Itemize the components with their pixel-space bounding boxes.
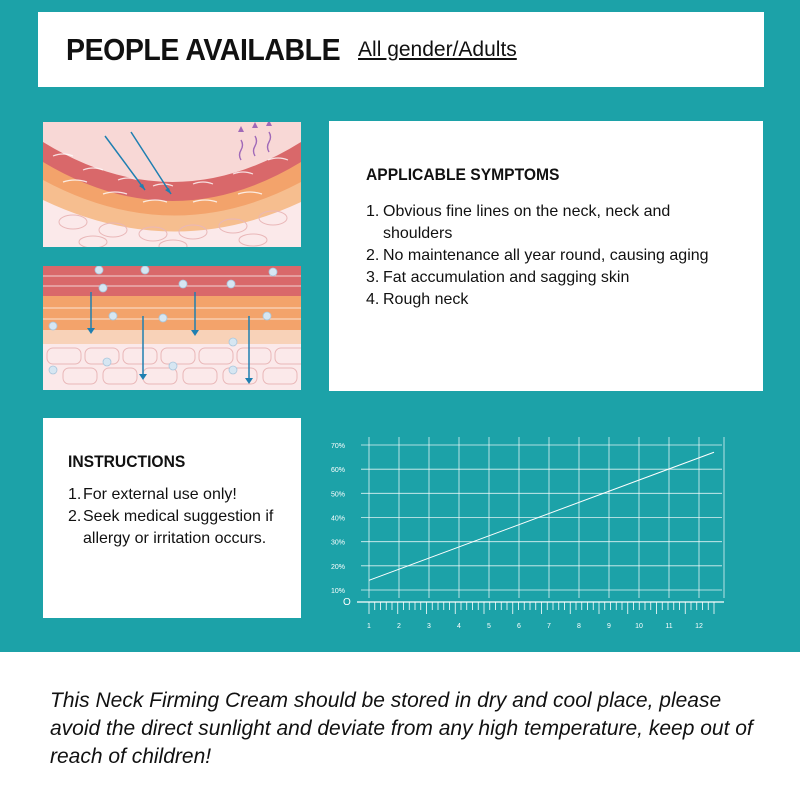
chart-x-tick-label: 5: [487, 623, 491, 630]
chart-x-tick-label: 10: [635, 623, 643, 630]
symptoms-list: [366, 201, 743, 311]
chart-x-tick-label: 6: [517, 623, 521, 630]
chart-x-tick-label: 4: [457, 623, 461, 630]
symptom-text: Obvious fine lines on the neck, neck and shoulders: [383, 203, 671, 242]
chart-x-tick-label: 3: [427, 623, 431, 630]
header-banner: [38, 12, 764, 87]
symptom-number: 4.: [366, 291, 380, 308]
header-title: PEOPLE AVAILABLE: [66, 31, 341, 67]
symptom-item: [366, 201, 743, 245]
symptom-number: 2.: [366, 247, 380, 264]
instruction-item: [68, 484, 285, 506]
symptom-item: [366, 267, 743, 289]
chart-x-tick-label: 9: [607, 623, 611, 630]
symptom-text: Fat accumulation and sagging skin: [383, 269, 630, 286]
symptom-number: 1.: [366, 203, 380, 220]
symptom-text: No maintenance all year round, causing aging: [383, 247, 709, 264]
skin-absorption-illustration: [43, 266, 301, 390]
instructions-panel: [43, 418, 301, 618]
chart-y-tick-label: 20%: [331, 563, 346, 571]
chart-y-tick-label: 30%: [331, 539, 346, 547]
applicable-symptoms-panel: [329, 121, 763, 391]
symptoms-heading: APPLICABLE SYMPTOMS: [366, 165, 560, 184]
chart-x-tick-label: 2: [397, 623, 401, 630]
instruction-text: Seek medical suggestion if allergy or irritation occurs.: [83, 508, 274, 547]
chart-x-tick-label: 1: [367, 623, 371, 630]
instruction-number: 2.: [68, 508, 82, 525]
chart-y-tick-label: 50%: [331, 491, 346, 499]
symptom-item: [366, 245, 743, 267]
chart-y-tick-label: 10%: [331, 588, 346, 595]
instruction-text: For external use only!: [83, 486, 237, 503]
instruction-item: [68, 506, 285, 550]
chart-origin-label: O: [343, 597, 351, 608]
chart-x-tick-label: 11: [665, 623, 673, 630]
chart-x-tick-label: 7: [547, 623, 551, 630]
chart-svg: [329, 430, 729, 635]
chart-x-tick-label: 8: [577, 623, 581, 630]
chart-series-line: [369, 452, 714, 580]
symptom-text: Rough neck: [383, 291, 469, 308]
instruction-number: 1.: [68, 486, 82, 503]
chart-y-tick-label: 40%: [331, 515, 346, 523]
symptom-item: [366, 289, 743, 311]
header-subtitle: All gender/Adults: [358, 37, 517, 61]
wrinkled-skin-illustration: [43, 122, 301, 247]
effect-line-chart: [329, 430, 729, 635]
chart-x-tick-label: 12: [695, 623, 703, 630]
chart-y-tick-label: 70%: [331, 443, 346, 450]
instructions-heading: INSTRUCTIONS: [68, 452, 186, 471]
chart-y-tick-label: 60%: [331, 467, 346, 475]
storage-notice: This Neck Firming Cream should be stored in dry and cool place, please avoid the direct sunlight and deviate from any high temperature, keep out of reach of children!: [50, 689, 753, 768]
symptom-number: 3.: [366, 269, 380, 286]
